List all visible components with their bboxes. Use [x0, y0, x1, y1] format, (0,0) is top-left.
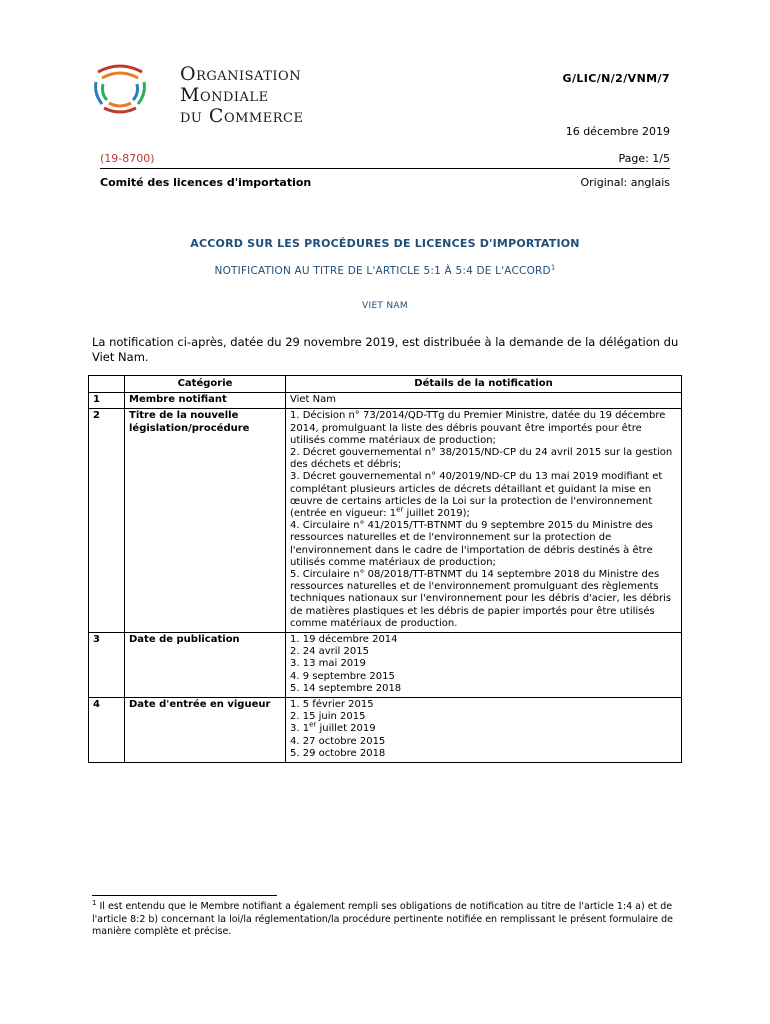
committee-name: Comité des licences d'importation: [100, 176, 312, 189]
detail-line: 1. Décision n° 73/2014/QD-TTg du Premier Ministre, datée du 19 décembre 2014, promulguant la liste des débris pouvant être importés pour être utilisés comme matériaux de production;: [290, 410, 666, 446]
row-number: 2: [89, 409, 125, 633]
row-category: Titre de la nouvelle législation/procédure: [125, 409, 286, 633]
header-divider: [100, 168, 670, 169]
row-number: 1: [89, 393, 125, 409]
detail-line: 1. 19 décembre 2014: [290, 634, 398, 646]
country-name: VIET NAM: [362, 301, 408, 311]
org-line-3: du Commerce: [180, 105, 304, 127]
footnote-divider: [92, 895, 277, 896]
wto-logo-icon: [90, 58, 150, 118]
detail-line: 4. 9 septembre 2015: [290, 670, 395, 682]
detail-line: 3. 1er juillet 2019: [290, 721, 376, 735]
detail-line: 2. 24 avril 2015: [290, 646, 369, 658]
row-category: Date de publication: [125, 633, 286, 698]
detail-line: 4. Circulaire n° 41/2015/TT-BTNMT du 9 septembre 2015 du Ministre des ressources naturelles et de l'environnement sur la protection de l'environnement dans le cadre de l'importation de débris destinés à être utilisés comme matériaux de production;: [290, 520, 653, 568]
table-row: [89, 698, 682, 763]
row-number: 4: [89, 698, 125, 763]
table-row: [89, 633, 682, 698]
organization-name: [180, 64, 303, 127]
document-date: 16 décembre 2019: [565, 125, 670, 138]
detail-line: 3. 13 mai 2019: [290, 658, 366, 670]
document-number: (19-8700): [100, 152, 155, 165]
subtitle-text: NOTIFICATION AU TITRE DE L'ARTICLE 5:1 À 5:4 DE L'ACCORD: [214, 265, 551, 277]
row-details: [286, 409, 682, 633]
intro-paragraph: La notification ci-après, datée du 29 novembre 2019, est distribuée à la demande de la délégation du Viet Nam.: [92, 335, 679, 364]
detail-line: 3. Décret gouvernemental n° 40/2019/ND-CP du 13 mai 2019 modifiant et complétant plusieurs articles de décrets détaillant et guidant la mise en œuvre de certains articles de la Loi sur la protection de l'environnement (entrée en vigueur: 1er juillet 2019);: [290, 471, 663, 520]
notification-table: [88, 375, 682, 763]
table-row: [89, 409, 682, 633]
detail-line: 2. 15 juin 2015: [290, 711, 366, 723]
detail-line: 2. Décret gouvernemental n° 38/2015/ND-CP du 24 avril 2015 sur la gestion des déchets et débris;: [290, 447, 673, 471]
row-details: [286, 633, 682, 698]
footnote-text: Il est entendu que le Membre notifiant a également rempli ses obligations de notification au titre de l'article 1:4 a) et de l'article 8:2 b) concernant la loi/la réglementation/la procédure pertinente notifiée en remplissant le présent formulaire de manière complète et précise.: [92, 901, 674, 937]
page-indicator: Page: 1/5: [618, 152, 670, 165]
original-language: Original: anglais: [580, 176, 670, 189]
notification-subtitle: [100, 265, 670, 277]
detail-line: 5. 29 octobre 2018: [290, 747, 386, 759]
footnote-ref[interactable]: 1: [550, 263, 556, 272]
footnote-number: 1: [92, 898, 97, 907]
row-category: Date d'entrée en vigueur: [125, 698, 286, 763]
detail-line: Viet Nam: [290, 394, 337, 406]
header-category: Catégorie: [125, 376, 286, 393]
detail-line: 5. 14 septembre 2018: [290, 682, 402, 694]
table-header-row: [89, 376, 682, 393]
document-symbol: G/LIC/N/2/VNM/7: [562, 72, 670, 85]
row-category: Membre notifiant: [125, 393, 286, 409]
detail-line: 4. 27 octobre 2015: [290, 735, 386, 747]
header-num-cell: [89, 376, 125, 393]
detail-line: 1. 5 février 2015: [290, 699, 374, 711]
row-details: [286, 698, 682, 763]
detail-line: 5. Circulaire n° 08/2018/TT-BTNMT du 14 septembre 2018 du Ministre des ressources naturelles et de l'environnement promulguant des règlements techniques nationaux sur l'environnement pour les débris d'acier, les débris de matières plastiques et les débris de papier importés pour être utilisés comme matériaux de production.: [290, 569, 672, 629]
footnote: [92, 898, 682, 939]
row-number: 3: [89, 633, 125, 698]
agreement-title: ACCORD SUR LES PROCÉDURES DE LICENCES D'IMPORTATION: [190, 237, 580, 250]
row-details: [286, 393, 682, 409]
org-line-1: Organisation: [180, 63, 302, 85]
org-line-2: Mondiale: [180, 84, 269, 106]
table-row: [89, 393, 682, 409]
header-details: Détails de la notification: [286, 376, 682, 393]
